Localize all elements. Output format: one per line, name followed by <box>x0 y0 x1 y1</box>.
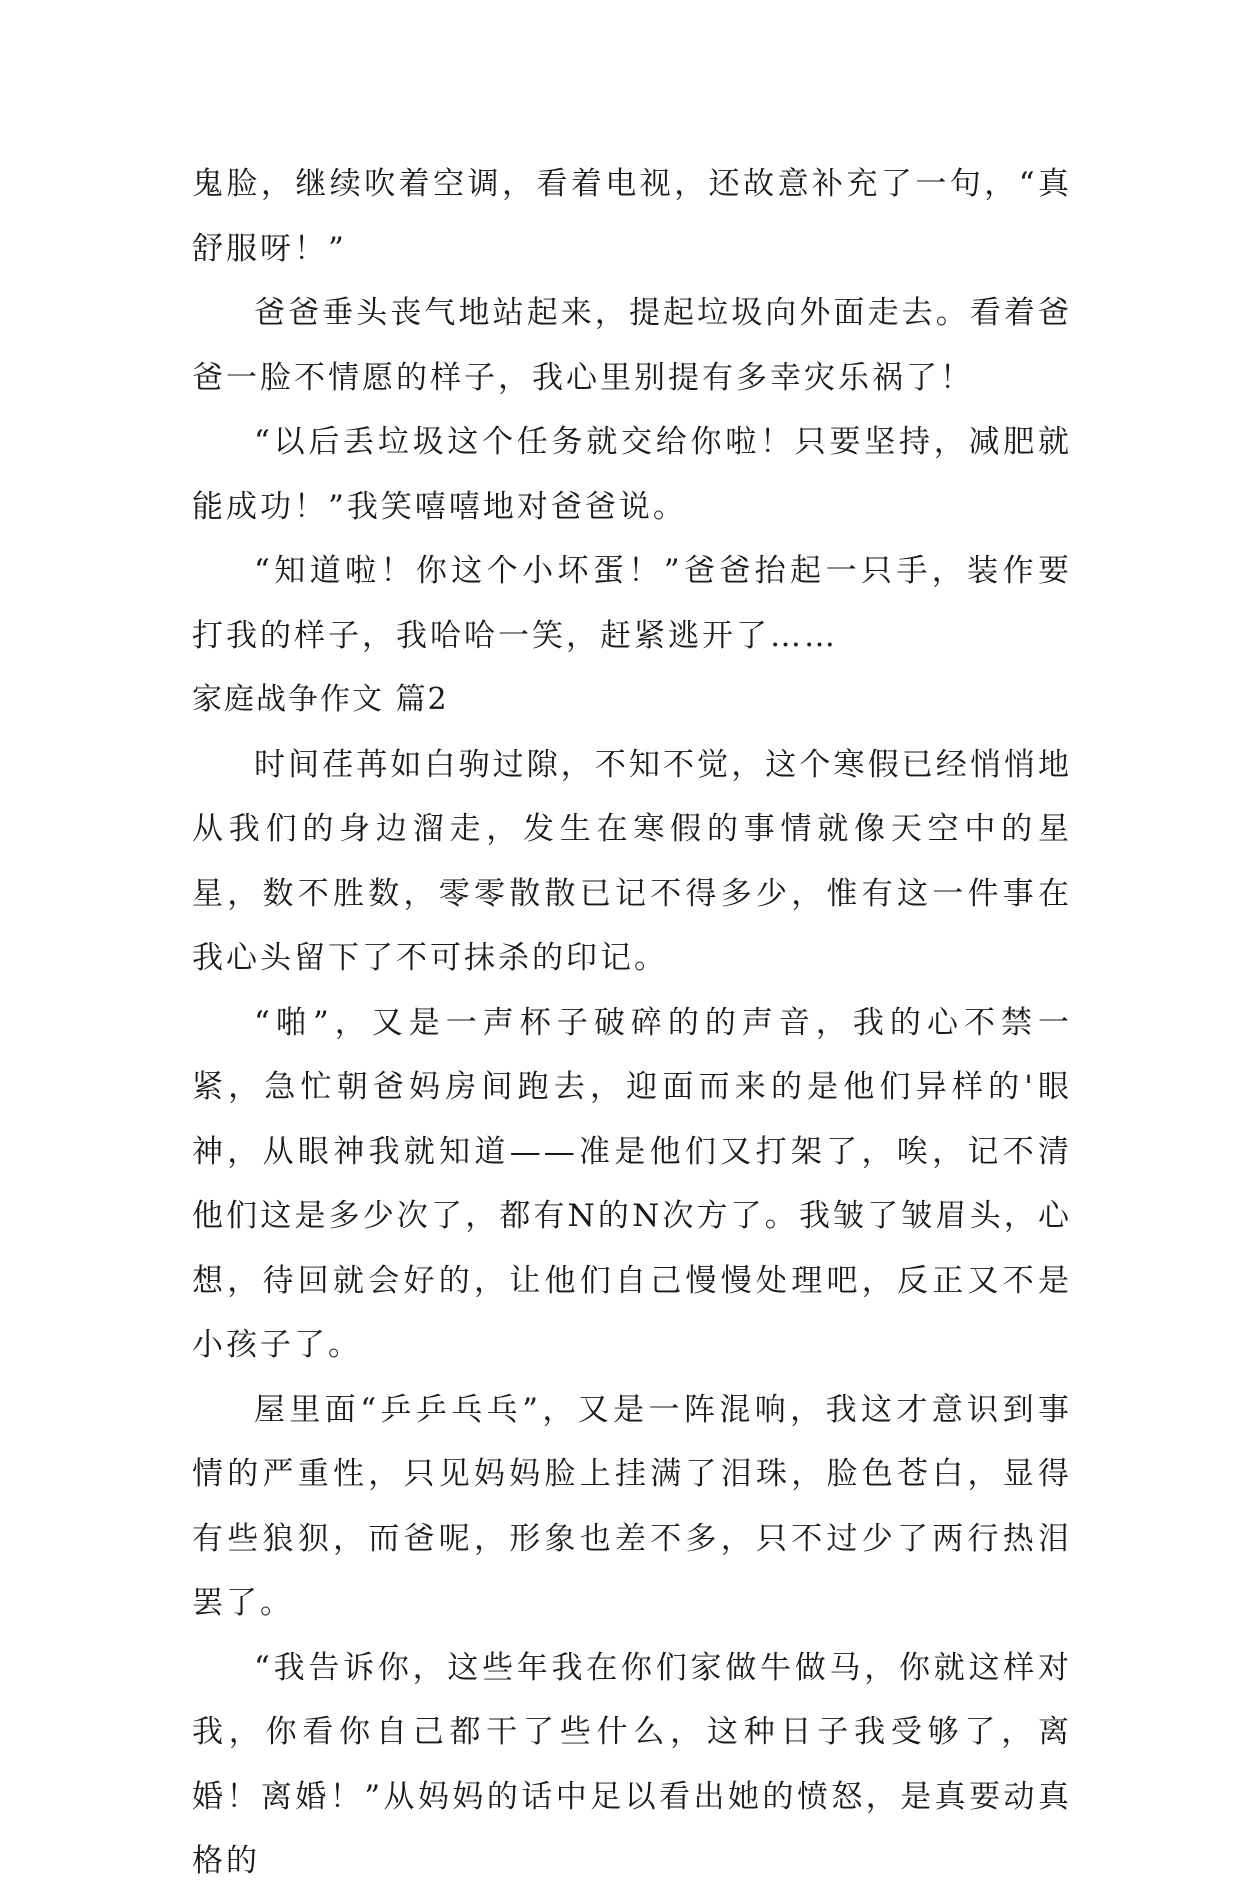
paragraph: “以后丢垃圾这个任务就交给你啦！只要坚持，减肥就能成功！”我笑嘻嘻地对爸爸说。 <box>192 424 1072 525</box>
paragraph: 鬼脸，继续吹着空调，看着电视，还故意补充了一句，“真舒服呀！” <box>192 166 1072 267</box>
paragraph: 时间荏苒如白驹过隙，不知不觉，这个寒假已经悄悄地从我们的身边溜走，发生在寒假的事情就像天空中的星星，数不胜数，零零散散已记不得多少，惟有这一件事在我心头留下了不可抹杀的印记。 <box>192 746 1072 976</box>
paragraph: “知道啦！你这个小坏蛋！”爸爸抬起一只手，装作要打我的样子，我哈哈一笑，赶紧逃开了…… <box>192 553 1072 654</box>
paragraph: “啪”，又是一声杯子破碎的的声音，我的心不禁一紧，急忙朝爸妈房间跑去，迎面而来的是他们异样的'眼神，从眼神我就知道——准是他们又打架了，唉，记不清他们这是多少次了，都有N的N次方了。我皱了皱眉头，心想，待回就会好的，让他们自己慢慢处理吧，反正又不是小孩子了。 <box>192 1004 1072 1363</box>
paragraph: “我告诉你，这些年我在你们家做牛做马，你就这样对我，你看你自己都干了些什么，这种日子我受够了，离婚！离婚！”从妈妈的话中足以看出她的愤怒，是真要动真格的 <box>192 1649 1072 1879</box>
document-body <box>192 152 1072 1894</box>
section-heading: 家庭战争作文 篇2 <box>192 682 449 717</box>
paragraph: 屋里面“乒乒乓乓”，又是一阵混响，我这才意识到事情的严重性，只见妈妈脸上挂满了泪珠，脸色苍白，显得有些狼狈，而爸呢，形象也差不多，只不过少了两行热泪罢了。 <box>192 1391 1072 1621</box>
paragraph: 爸爸垂头丧气地站起来，提起垃圾向外面走去。看着爸爸一脸不情愿的样子，我心里别提有多幸灾乐祸了！ <box>192 295 1072 396</box>
